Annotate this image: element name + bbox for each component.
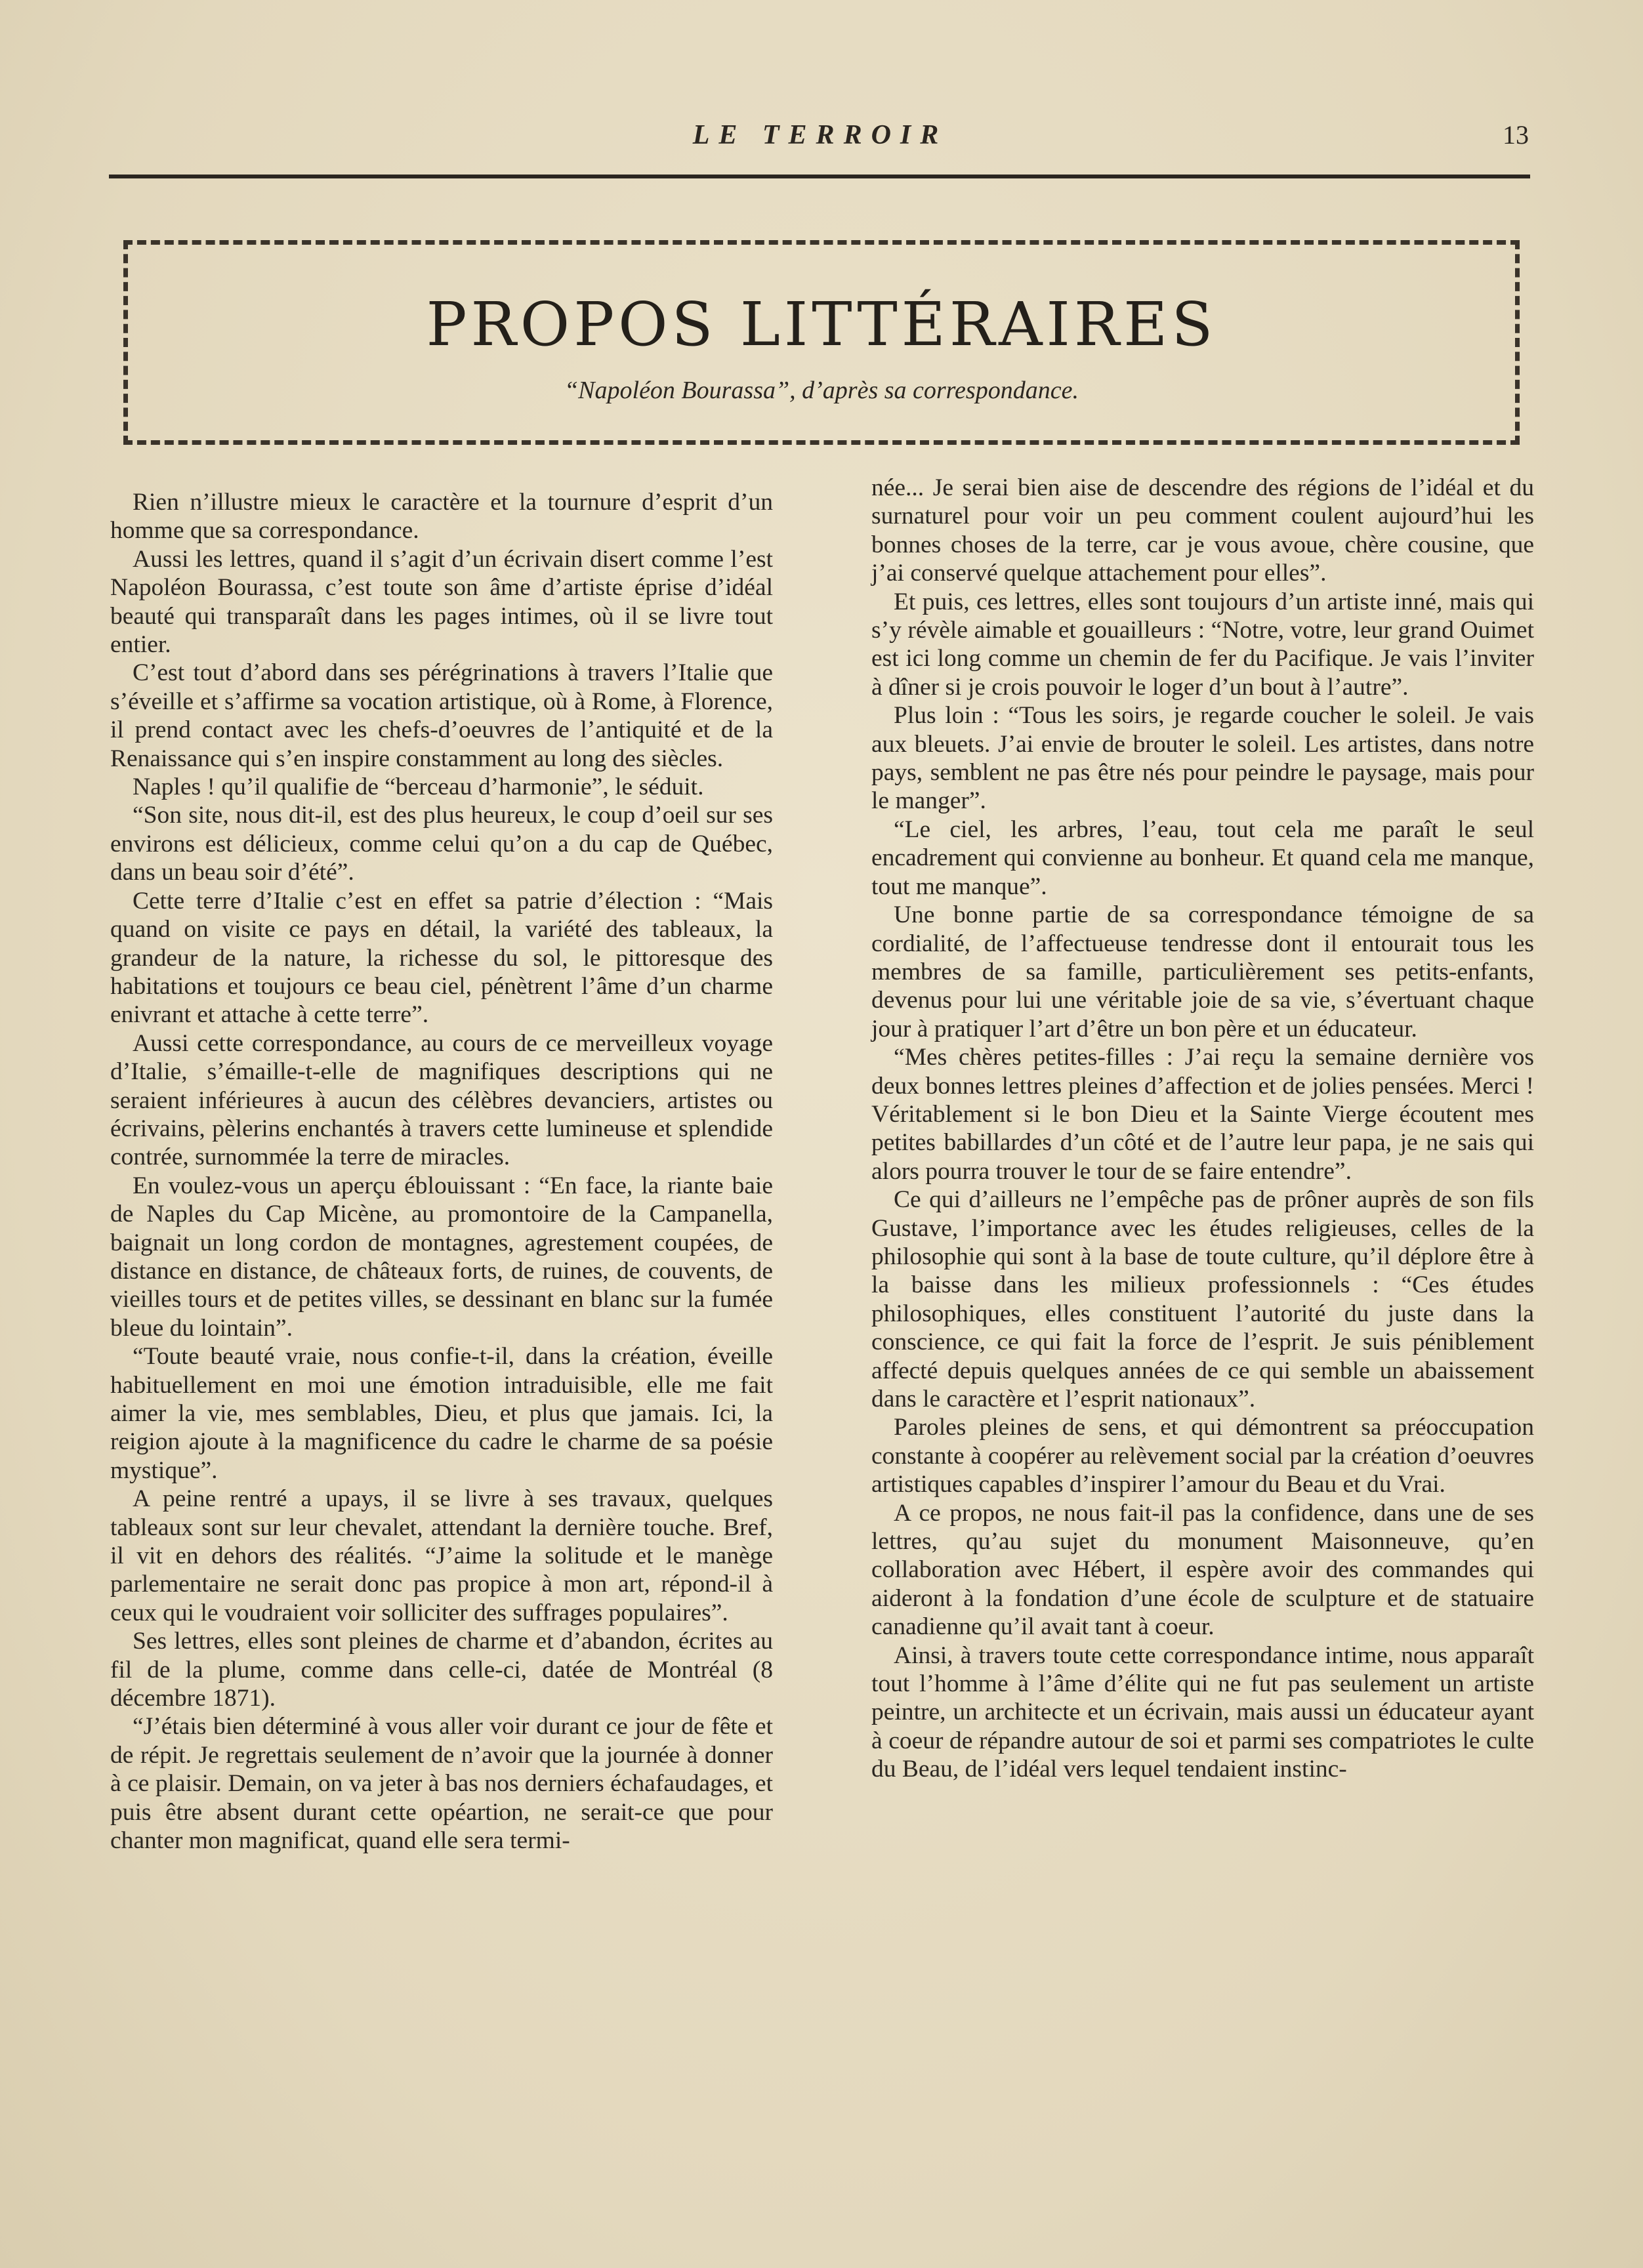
paragraph: “Toute beauté vraie, nous confie-t-il, dans la création, éveille habituellement en moi une émotion intraduisible, elle me fait aimer la vie, mes semblables, Dieu, et plus que jamais. Ici, la reigion ajoute à la magnificence du cadre le charme de sa poésie mystique”. (110, 1343, 773, 1484)
paragraph: Et puis, ces lettres, elles sont toujours d’un artiste inné, mais qui s’y révèle aimable et gouailleurs : “Notre, votre, leur grand Ouimet est ici long comme un chemin de fer du Pacifique. Je vais l’inviter à dîner si je crois pouvoir le loger d’un bout à l’autre”. (871, 588, 1534, 701)
paragraph: Aussi les lettres, quand il s’agit d’un écrivain disert comme l’est Napoléon Bourassa, c’est toute son âme d’artiste éprise d’idéal beauté qui transparaît dans les pages intimes, où il se livre tout entier. (110, 545, 773, 659)
header-rule (109, 175, 1530, 178)
paragraph: Ses lettres, elles sont pleines de charme et d’abandon, écrites au fil de la plume, comme dans celle-ci, datée de Montréal (8 décembre 1871). (110, 1628, 773, 1712)
title-frame (123, 240, 1520, 445)
paragraph: Plus loin : “Tous les soirs, je regarde coucher le soleil. Je vais aux bleuets. J’ai envie de brouter le soleil. Les artistes, dans notre pays, semblent ne pas être nés pour peindre le paysage, mais pour le manger”. (871, 702, 1534, 815)
article-subtitle: “Napoléon Bourassa”, d’après sa correspondance. (564, 377, 1079, 404)
article-title: PROPOS LITTÉRAIRES (426, 289, 1217, 360)
paragraph: Une bonne partie de sa correspondance témoigne de sa cordialité, de l’affectueuse tendresse dont il entourait tous les membres de sa famille, particulièrement ses petits-enfants, devenus pour lui une véritable joie de sa vie, s’évertuant chaque jour à pratiquer l’art d’être un bon père et un éducateur. (871, 901, 1534, 1042)
paragraph: En voulez-vous un aperçu éblouissant : “En face, la riante baie de Naples du Cap Micène, au promontoire de la Campanella, baignait un long cordon de montagnes, agrestement coupées, de distance en distance, de châteaux forts, de ruines, de couvents, de vieilles tours et de petites villes, se dessinant en blanc sur la fumée bleue du lointain”. (110, 1172, 773, 1342)
right-column (871, 474, 1534, 1784)
paragraph: A peine rentré a upays, il se livre à ses travaux, quelques tableaux sont sur leur chevalet, attendant la dernière touche. Bref, il vit en dehors des réalités. “J’aime la solitude et le manège parlementaire ne serait donc pas propice à mon art, répond-il à ceux qui le voudraient voir solliciter des suffrages populaires”. (110, 1485, 773, 1626)
paragraph: Cette terre d’Italie c’est en effet sa patrie d’élection : “Mais quand on visite ce pays en détail, la variété des tableaux, la grandeur de la nature, la richesse du sol, le pittoresque des habitations et toujours ce beau ciel, pénètrent l’âme d’un charme enivrant et attache à cette terre”. (110, 887, 773, 1029)
paragraph: Ce qui d’ailleurs ne l’empêche pas de prôner auprès de son fils Gustave, l’importance avec les études religieuses, celles de la philosophie qui sont à la base de toute culture, qu’il déplore être à la baisse dans les milieux professionnels : “Ces études philosophiques, elles constituent l’autorité du juste dans la conscience, ce qui fait la force de l’esprit. Je suis péniblement affecté depuis quelques années de ce qui semble un abaissement dans le caractère et l’esprit nationaux”. (871, 1186, 1534, 1412)
paragraph: C’est tout d’abord dans ses pérégrinations à travers l’Italie que s’éveille et s’affirme sa vocation artistique, où à Rome, à Florence, il prend contact avec les chefs-d’oeuvres de l’antiquité et de la Renaissance qui s’en inspire constamment au long des siècles. (110, 659, 773, 772)
left-column (110, 488, 773, 1855)
paragraph: A ce propos, ne nous fait-il pas la confidence, dans une de ses lettres, qu’au sujet du monument Maisonneuve, qu’en collaboration avec Hébert, il espère avoir des commandes qui aideront à la fondation d’une école de sculpture et de statuaire canadienne qu’il avait tant à coeur. (871, 1499, 1534, 1641)
paragraph: “Son site, nous dit-il, est des plus heureux, le coup d’oeil sur ses environs est délicieux, comme celui qu’on a du cap de Québec, dans un beau soir d’été”. (110, 802, 773, 886)
paragraph: Naples ! qu’il qualifie de “berceau d’harmonie”, le séduit. (133, 773, 704, 801)
paragraph: Ainsi, à travers toute cette correspondance intime, nous apparaît tout l’homme à l’âme d’élite qui ne fut pas seulement un artiste peintre, un architecte et un écrivain, mais aussi un éducateur ayant à coeur de répandre autour de soi et parmi ses compatriotes le culte du Beau, de l’idéal vers lequel tendaient instinc- (871, 1641, 1534, 1783)
paragraph: Paroles pleines de sens, et qui démontrent sa préoccupation constante à coopérer au relèvement social par la création d’oeuvres artistiques capables d’inspirer l’amour du Beau et du Vrai. (871, 1414, 1534, 1498)
paragraph: “Le ciel, les arbres, l’eau, tout cela me paraît le seul encadrement qui convienne au bonheur. Et quand cela me manque, tout me manque”. (871, 815, 1534, 900)
paragraph: Rien n’illustre mieux le caractère et la tournure d’esprit d’un homme que sa correspondance. (110, 489, 773, 545)
page-number: 13 (1503, 120, 1529, 150)
running-header (112, 119, 1529, 159)
paragraph: “J’étais bien déterminé à vous aller voir durant ce jour de fête et de répit. Je regrettais seulement de n’avoir que la journée à donner à ce plaisir. Demain, on va jeter à bas nos derniers échafaudages, et puis être absent durant cette opéartion, ne serait-ce que pour chanter mon magnificat, quand elle sera termi- (110, 1713, 773, 1855)
paragraph: “Mes chères petites-filles : J’ai reçu la semaine dernière vos deux bonnes lettres pleines d’affection et de jolies pensées. Merci ! Véritablement si le bon Dieu et la Sainte Vierge écoutent mes petites babillardes d’un côté et de l’autre leur papa, je ne sais qui alors pourra trouver le tour de se faire entendre”. (871, 1044, 1534, 1185)
paragraph: Aussi cette correspondance, au cours de ce merveilleux voyage d’Italie, s’émaille-t-elle de magnifiques descriptions qui ne seraient inférieures à aucun des célèbres devanciers, artistes ou écrivains, pèlerins enchantés à travers cette lumineuse et splendide contrée, surnommée la terre de miracles. (110, 1029, 773, 1171)
journal-title: LE TERROIR (692, 120, 948, 150)
paragraph-continuation: née... Je serai bien aise de descendre des régions de l’idéal et du surnaturel pour voir un peu comment coulent aujourd’hui les bonnes choses de la terre, car je vous avoue, chère cousine, que j’ai conservé quelque attachement pour elles”. (871, 474, 1534, 587)
